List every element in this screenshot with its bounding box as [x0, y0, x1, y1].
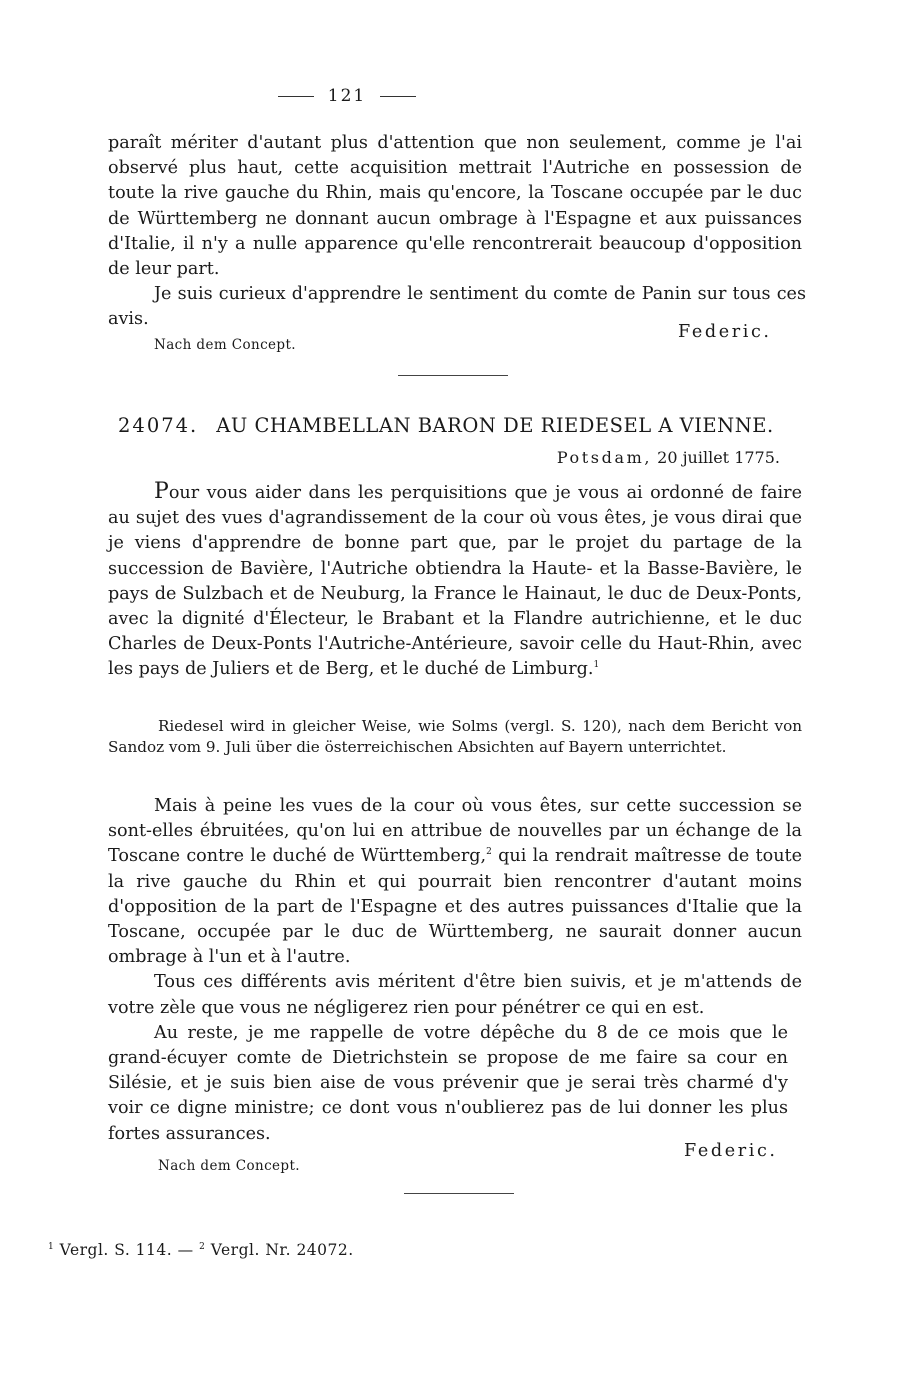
- letter-paragraph-2: [108, 794, 802, 970]
- letter-paragraph-1: [108, 479, 802, 683]
- letter-paragraph-1-text: our vous aider dans les perquisitions que je vous ai ordonné de faire au sujet des vues d'agrandissement de la cour où vous êtes, je vous dirai que je viens d'apprendre de bonne part que, par le projet du partage de la succession de Bavière, l'Autriche obtiendra la Haute- et la Basse-Bavière, le pays de Sulzbach et de Neuburg, la France le Hainaut, le duc de Deux-Ponts, avec la dignité d'Électeur, le Brabant et la Flandre autrichienne, et le duc Charles de Deux-Ponts l'Autriche-Antérieure, savoir celle du Haut-Rhin, avec les pays de Juliers et de Berg, et le duché de Limburg.: [108, 483, 802, 680]
- letter-dateline: [557, 448, 780, 467]
- footnote-text-1: Vergl. S. 114. —: [59, 1241, 194, 1259]
- running-head: [0, 86, 694, 106]
- letter-paragraph-4: Au reste, je me rappelle de votre dépêche du 8 de ce mois que le grand-écuyer comte de Dietrichstein se propose de me faire sa cour en Silésie, et je suis bien aise de vous prévenir que je serai très charmé d'y voir ce digne ministre; ce dont vous n'oublierez pas de lui donner les plus fortes assurances.: [108, 1022, 788, 1144]
- continuation-text: [108, 131, 806, 333]
- footnote-mark-1: 1: [48, 1241, 55, 1252]
- letter-paragraph-2-text-b: qui la rendrait maîtresse de toute la rive gauche du Rhin et qui pourrait bien rencontrer d'autant moins d'opposition de la part de l'Espagne et des autres puissances d'Italie que la Toscane, occupée par le duc de Württemberg, ne saurait donner aucun ombrage à l'un et à l'autre.: [108, 846, 803, 968]
- footnote-divider: [404, 1193, 514, 1194]
- letter-number: 24074.: [118, 414, 199, 437]
- footnote-reference-1: 1: [593, 660, 600, 671]
- letter-place: Potsdam,: [556, 448, 653, 467]
- footnotes: [48, 1241, 354, 1259]
- letter-paragraph-1-block: [108, 479, 802, 683]
- continuation-signature: Federic.: [678, 322, 772, 342]
- editor-summary-block: [108, 716, 802, 757]
- continuation-source-note: Nach dem Concept.: [154, 337, 296, 353]
- editor-summary: Riedesel wird in gleicher Weise, wie Solms (vergl. S. 120), nach dem Bericht von Sandoz vom 9. Juli über die österreichischen Absichten auf Bayern unterrichtet.: [108, 717, 802, 756]
- letter-paragraph-2-text-a: Mais à peine les vues de la cour où vous êtes, sur cette succession se sont-elles ébruitées, qu'on lui en attribue de nouvelles par un échange de la Toscane contre le duché de Württemberg,: [108, 796, 802, 867]
- letter-body-continued: [108, 794, 802, 1147]
- continuation-paragraph-2: Je suis curieux d'apprendre le sentiment du comte de Panin sur tous ces avis.: [108, 284, 806, 330]
- right-dash: [380, 96, 416, 97]
- letter-paragraph-3: Tous ces différents avis méritent d'être bien suivis, et je m'attends de votre zèle que vous ne négligerez rien pour pénétrer ce qui en est.: [108, 972, 802, 1018]
- letter-title: AU CHAMBELLAN BARON DE RIEDESEL A VIENNE.: [216, 414, 774, 437]
- page-number: 121: [327, 86, 367, 106]
- footnote-reference-2: 2: [486, 847, 492, 858]
- letter-heading: [118, 414, 774, 437]
- footnote-mark-2: 2: [199, 1241, 206, 1252]
- left-dash: [278, 96, 314, 97]
- continuation-paragraph-1: paraît mériter d'autant plus d'attention que non seulement, comme je l'ai observé plus haut, cette acquisition mettrait l'Autriche en possession de toute la rive gauche du Rhin, mais qu'encore, la Toscane occupée par le duc de Württemberg ne donnant aucun ombrage à l'Espagne et aux puissances d'Italie, il n'y a nulle apparence qu'elle rencontrerait beaucoup d'opposition de leur part.: [108, 133, 802, 280]
- letter-source-note: Nach dem Concept.: [158, 1158, 300, 1174]
- section-divider: [398, 375, 508, 376]
- drop-letter: P: [154, 479, 169, 504]
- letter-signature: Federic.: [684, 1141, 778, 1161]
- letter-date: 20 juillet 1775.: [657, 448, 780, 467]
- footnote-text-2: Vergl. Nr. 24072.: [210, 1241, 354, 1259]
